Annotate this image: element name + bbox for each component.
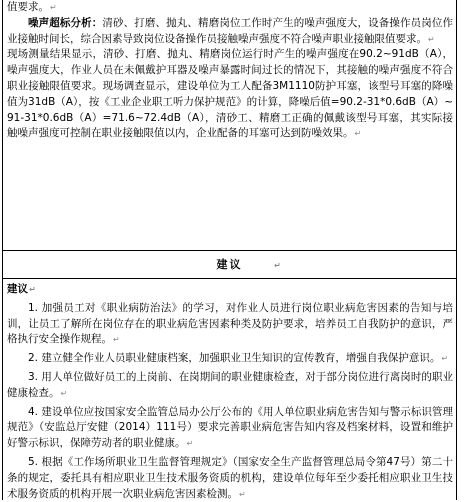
recommendation-item: 2. 建立健全作业人员职业健康档案，加强职业卫生知识的宣传教育，增强自我保护意识。↵	[28, 352, 449, 365]
noise-analysis-title: 噪声超标分析：	[28, 16, 103, 29]
recommendation-item: 5. 根据《工作场所职业卫生监督管理规定》（国家安全生产监督管理总局令第47号）第二十条的规定，委托具有相应职业卫生技术服务资质的机构，建设单位每年至少委托相应职业卫生技术服务资质的机构开展一次职业病危害因素检测。↵	[7, 455, 453, 500]
noise-analysis-paragraph: 噪声超标分析：清砂、打磨、抛丸、精磨岗位工作时产生的噪声强度大，设备操作员岗位作业接触时间长，综合因素导致岗位设备操作员接触噪声强度不符合噪声职业接触限值要求。↵	[7, 16, 454, 45]
document-table	[2, 0, 457, 500]
analysis-cell	[3, 0, 456, 251]
measurement-paragraph: 现场测量结果显示，清砂、打磨、抛丸、精磨岗位运行时产生的噪声强度在90.2~91dB（A），噪声强度大，作业人员在未佩戴护耳器及噪声暴露时间过长的情况下，其接触的噪声强度不符合职业接触限值要求。现场调查显示，建设单位为工人配备3M1110防护耳塞，该型号耳塞的降噪值为31dB（A），按《工业企业职工听力保护规范》的计算，降噪后值=90.2-31*0.6dB（A）~91-31*0.6dB（A）=71.6~72.4dB（A），清砂工、精磨工正确的佩戴该型号耳塞，其实际接触噪声强度可控制在职业接触限值以内，企业配备的耳塞可达到防噪效果。↵	[7, 48, 453, 140]
section-heading: 建议 ↵	[3, 251, 456, 279]
recommendation-label: 建议↵	[7, 283, 36, 295]
recommendation-item: 4. 建设单位应按国家安全监管总局办公厅公布的《用人单位职业病危害告知与警示标识管理规范》（安监总厅安健（2014）111号）要求完善职业病危害告知内容及档案材料，设置和维护好警示标识，保障劳动者的职业健康。↵	[7, 405, 453, 450]
recommendation-item: 3. 用人单位做好员工的上岗前、在岗期间的职业健康检查，对于部分岗位进行离岗时的职业健康检查。↵	[7, 370, 453, 399]
recommendations-cell	[3, 279, 456, 502]
recommendation-item: 1. 加强员工对《职业病防治法》的学习，对作业人员进行岗位职业病危害因素的告知与培训，让员工了解所在岗位存在的职业病危害因素种类及防护要求，培养员工自我防护的意识，严格执行安全操作规程。↵	[7, 301, 453, 346]
continued-text: 值要求。↵	[7, 1, 57, 13]
